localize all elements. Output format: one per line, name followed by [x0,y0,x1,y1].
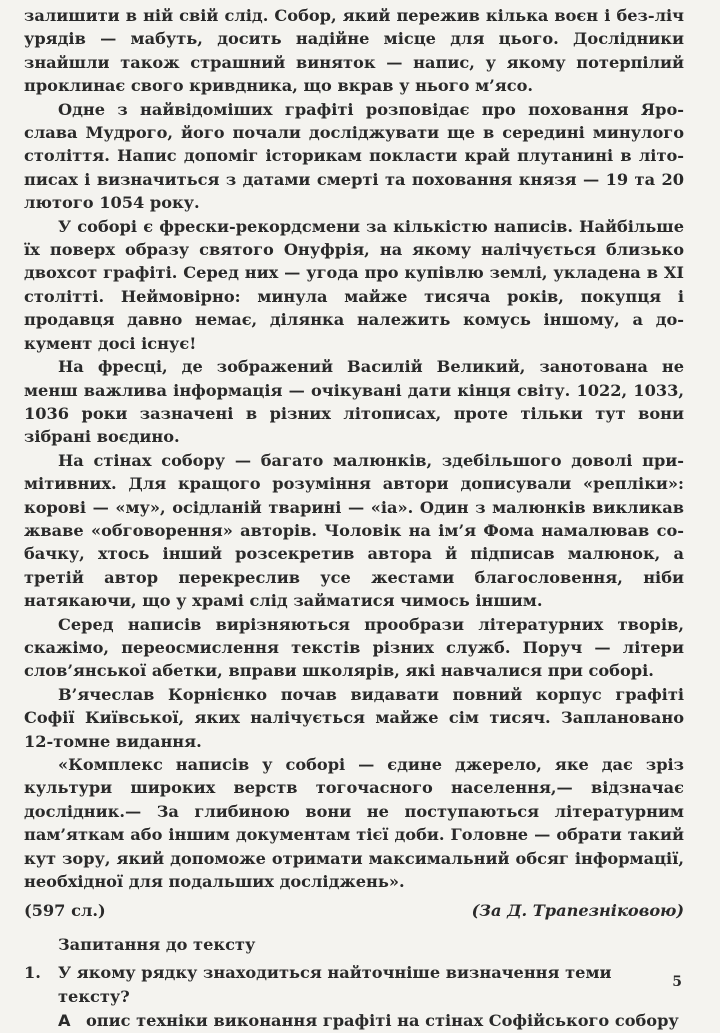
question-number: 1. [24,963,41,983]
page-number: 5 [672,974,682,990]
question-1 [24,961,684,1009]
option-letter: А [58,1011,71,1031]
text-meta [24,899,684,923]
answer-option-a [24,1009,684,1033]
attribution: (За Д. Трапезніковою) [471,901,684,921]
paragraph-4: На фресці, де зображений Василій Великий, занотована не менш важлива інформація — очікувані дати кінця світу. 1022, 1033, 1036 роки зазначені в різних літописах, проте тільки тут вони зібрані воєдино. [24,357,684,447]
paragraph-6: Серед написів вирізняються прообрази літературних творів, скажімо, переосмислення текстів різних служб. Поруч — літери слов’янської абетки, вправи школярів, які навчалися при соборі. [24,614,684,681]
paragraph-8: «Комплекс написів у соборі — єдине джерело, яке дає зріз культури широких верств тогочасного населення,— відзначає дослідник.— За глибиною вони не поступаються літературним пам’яткам або іншим документам тієї доби. Головне — обрати такий кут зору, який допоможе отримати максимальний обсяг інформації, необхідної для подальших досліджень». [24,755,684,892]
questions-heading: Запитання до тексту [58,935,256,955]
word-count: (597 сл.) [24,901,106,921]
option-text: опис техніки виконання графіті на стінах Софійського собору [86,1011,679,1031]
paragraph-3: У соборі є фрески-рекордсмени за кількістю написів. Найбільше їх поверх образу святого Онуфрія, на якому налічується близько двохсот графіті. Серед них — угода про купівлю землі, укладена в XI столітті. Неймовірно: минула майже тисяча років, покупця і продавця давно немає, ділянка належить комусь іншому, а документ досі існує! [24,216,684,353]
paragraph-7: В’ячеслав Корнієнко почав видавати повний корпус графіті Софії Київської, яких налічується майже сім тисяч. Заплановано 12-томне видання. [24,684,684,751]
paragraph-1: залишити в ній свій слід. Собор, який пережив кілька воєн і без-ліч урядів — мабуть, досить надійне місце для цього. Дослідники знайшли також страшний виняток — напис, у якому потерпілий проклинає свого кривдника, що вкрав у нього м’ясо. [24,6,684,96]
paragraph-2: Одне з найвідоміших графіті розповідає про поховання Ярослава Мудрого, його почали досліджувати ще в середині минулого століття. Напис допоміг історикам покласти край плутанині в літописах і визначиться з датами смерті та поховання князя — 19 та 20 лютого 1054 року. [24,99,684,213]
paragraph-5: На стінах собору — багато малюнків, здебільшого доволі примітивних. Для кращого розуміння автори дописували «репліки»: корові — «му», осідланій тварині — «іа». Один з малюнків викликав жваве «обговорення» авторів. Чоловік на ім’я Фома намалював собачку, хтось інший розсекретив автора й підписав малюнок, а третій автор перекреслив усе жестами благословення, ніби натякаючи, що у храмі слід займатися чимось іншим. [24,450,684,611]
question-text: У якому рядку знаходиться найточніше визначення теми тексту? [58,963,612,1007]
